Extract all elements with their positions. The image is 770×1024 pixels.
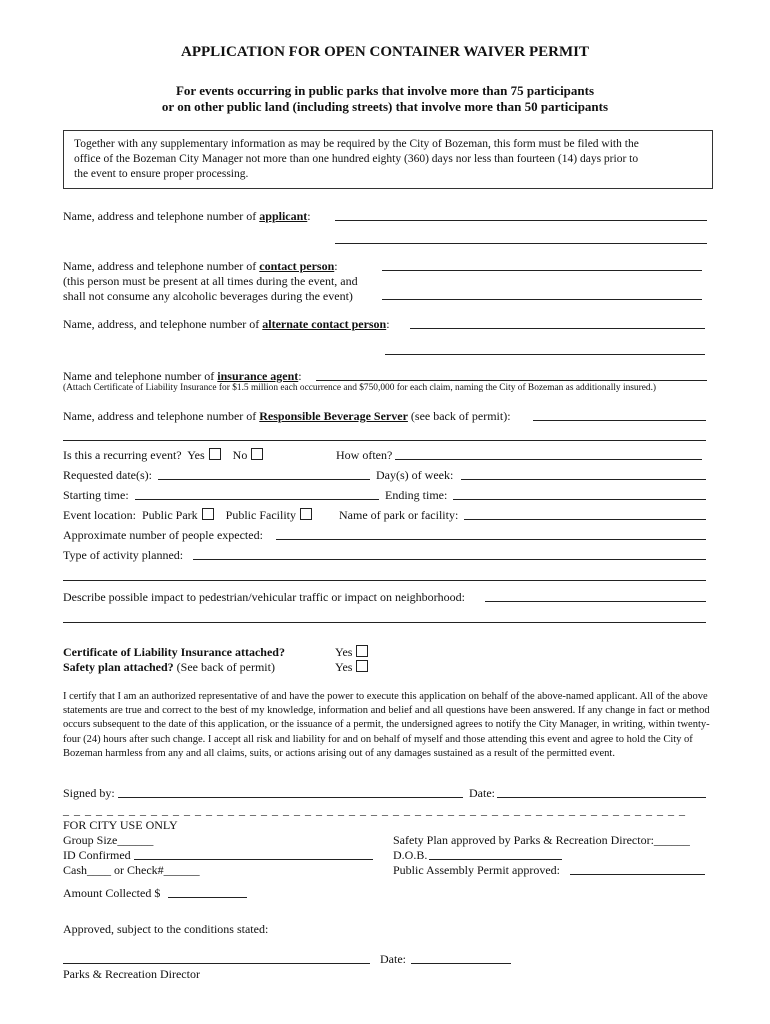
cash-check-label: Cash____ or Check#______ (63, 863, 200, 877)
notice-line-2: office of the Bozeman City Manager not more than one hundred eighty (360) days nor less than fourteen (14) days prior to (74, 153, 639, 165)
activity-type-field-1[interactable] (193, 559, 706, 560)
cut-line-divider: _ _ _ _ _ _ _ _ _ _ _ _ _ _ _ _ _ _ _ _ _ _ _ _ _ _ _ _ _ _ _ _ _ _ _ _ _ _ _ _ _ _ _ _ _ _ _ _ _ _ _ _ _ _ _ _ _ (63, 803, 686, 817)
safety-plan-approved-label: Safety Plan approved by Parks & Recreation Director:______ (393, 833, 690, 847)
ending-time-field[interactable] (453, 499, 706, 500)
id-confirmed-field[interactable] (134, 859, 373, 860)
insurance-note: (Attach Certificate of Liability Insurance for $1.5 million each occurrence and $750,000 for each claim, naming the City of Bozeman as additionally insured.) (63, 383, 657, 393)
contact-field-2[interactable] (382, 299, 702, 300)
city-use-heading: FOR CITY USE ONLY (63, 818, 178, 832)
approx-people-label: Approximate number of people expected: (63, 528, 263, 542)
public-facility-checkbox[interactable] (300, 508, 312, 520)
director-label: Parks & Recreation Director (63, 967, 200, 981)
contact-note-2: shall not consume any alcoholic beverages during the event) (63, 289, 353, 303)
insurance-field[interactable] (316, 380, 707, 381)
server-label: Name, address and telephone number of Responsible Beverage Server (see back of permit): (63, 409, 511, 423)
id-confirmed-label: ID Confirmed (63, 848, 131, 862)
requested-dates-label: Requested date(s): (63, 468, 152, 482)
director-signature-field[interactable] (63, 963, 370, 964)
alternate-label: Name, address, and telephone number of alternate contact person: (63, 317, 390, 331)
applicant-field-1[interactable] (335, 220, 707, 221)
notice-line-3: the event to ensure proper processing. (74, 168, 249, 180)
alternate-field-1[interactable] (410, 328, 705, 329)
activity-type-field-2[interactable] (63, 580, 706, 581)
days-of-week-label: Day(s) of week: (376, 468, 454, 482)
filing-notice-box (63, 130, 713, 189)
contact-field-1[interactable] (382, 270, 702, 271)
alternate-field-2[interactable] (385, 354, 705, 355)
park-name-field[interactable] (464, 519, 706, 520)
server-field-1[interactable] (533, 420, 706, 421)
starting-time-field[interactable] (135, 499, 379, 500)
cert-attached-label: Certificate of Liability Insurance attached? (63, 645, 285, 659)
server-field-2[interactable] (63, 440, 706, 441)
requested-dates-field[interactable] (158, 479, 370, 480)
director-date-field[interactable] (411, 963, 511, 964)
form-subtitle-1: For events occurring in public parks that involve more than 75 participants (175, 83, 595, 98)
approved-conditions-label: Approved, subject to the conditions stated: (63, 922, 269, 936)
notice-line-1: Together with any supplementary information as may be required by the City of Bozeman, this form must be filed with the (74, 138, 639, 150)
form-subtitle-2: or on other public land (including streets) that involve more than 50 participants (161, 99, 609, 114)
dob-label: D.O.B. (393, 848, 428, 862)
dob-field[interactable] (429, 859, 562, 860)
impact-label: Describe possible impact to pedestrian/vehicular traffic or impact on neighborhood: (63, 590, 465, 604)
form-title: APPLICATION FOR OPEN CONTAINER WAIVER PERMIT (181, 44, 589, 60)
safety-yes-checkbox[interactable] (356, 660, 368, 672)
recurring-yes-checkbox[interactable] (209, 448, 221, 460)
signature-date-label: Date: (469, 786, 495, 800)
approx-people-field[interactable] (276, 539, 706, 540)
signed-by-label: Signed by: (63, 786, 115, 800)
park-name-label: Name of park or facility: (339, 508, 459, 522)
safety-attached-label: Safety plan attached? (See back of permit) (63, 660, 275, 674)
how-often-field[interactable] (395, 459, 702, 460)
public-park-checkbox[interactable] (202, 508, 214, 520)
how-often-label: How often? (336, 448, 393, 462)
applicant-field-2[interactable] (335, 243, 707, 244)
days-of-week-field[interactable] (461, 479, 706, 480)
activity-type-label: Type of activity planned: (63, 548, 184, 562)
signature-date-field[interactable] (497, 797, 706, 798)
starting-time-label: Starting time: (63, 488, 129, 502)
recurring-no-checkbox[interactable] (251, 448, 263, 460)
impact-field-2[interactable] (63, 622, 706, 623)
cert-yes-checkbox[interactable] (356, 645, 368, 657)
location-row: Event location: Public Park Public Facility (63, 508, 312, 523)
safety-yes: Yes (335, 660, 368, 675)
impact-field-1[interactable] (485, 601, 706, 602)
amount-collected-label: Amount Collected $ (63, 886, 161, 900)
insurance-label: Name and telephone number of insurance agent: (63, 369, 302, 383)
public-assembly-label: Public Assembly Permit approved: (393, 863, 560, 877)
recurring-row: Is this a recurring event? Yes No (63, 448, 263, 463)
certification-statement: I certify that I am an authorized representative of and have the power to execute this application on behalf of the above-named applicant. All of the above statements are true and correct to the best of my knowledge, information and belief and all questions have been answered. If any change in fact or method occurs subsequent to the date of this application, or the issuance of a permit, the undersigned agrees to notify the City Manager, in writing, within twenty-four (24) hours after such change. I accept all risk and liability for and on behalf of myself and those attending this event and agree to hold the City of Bozeman harmless from any and all claims, suits, or actions arising out of any damages sustained as a result of the permitted event. (63, 691, 710, 759)
signed-by-field[interactable] (118, 797, 463, 798)
public-assembly-field[interactable] (570, 874, 705, 875)
ending-time-label: Ending time: (385, 488, 448, 502)
applicant-label: Name, address and telephone number of applicant: (63, 209, 311, 223)
amount-collected-field[interactable] (168, 897, 247, 898)
cert-yes: Yes (335, 645, 368, 660)
group-size-label: Group Size______ (63, 833, 154, 847)
director-date-label: Date: (380, 952, 406, 966)
contact-label: Name, address and telephone number of contact person: (63, 259, 338, 273)
contact-note-1: (this person must be present at all times during the event, and (63, 274, 358, 288)
